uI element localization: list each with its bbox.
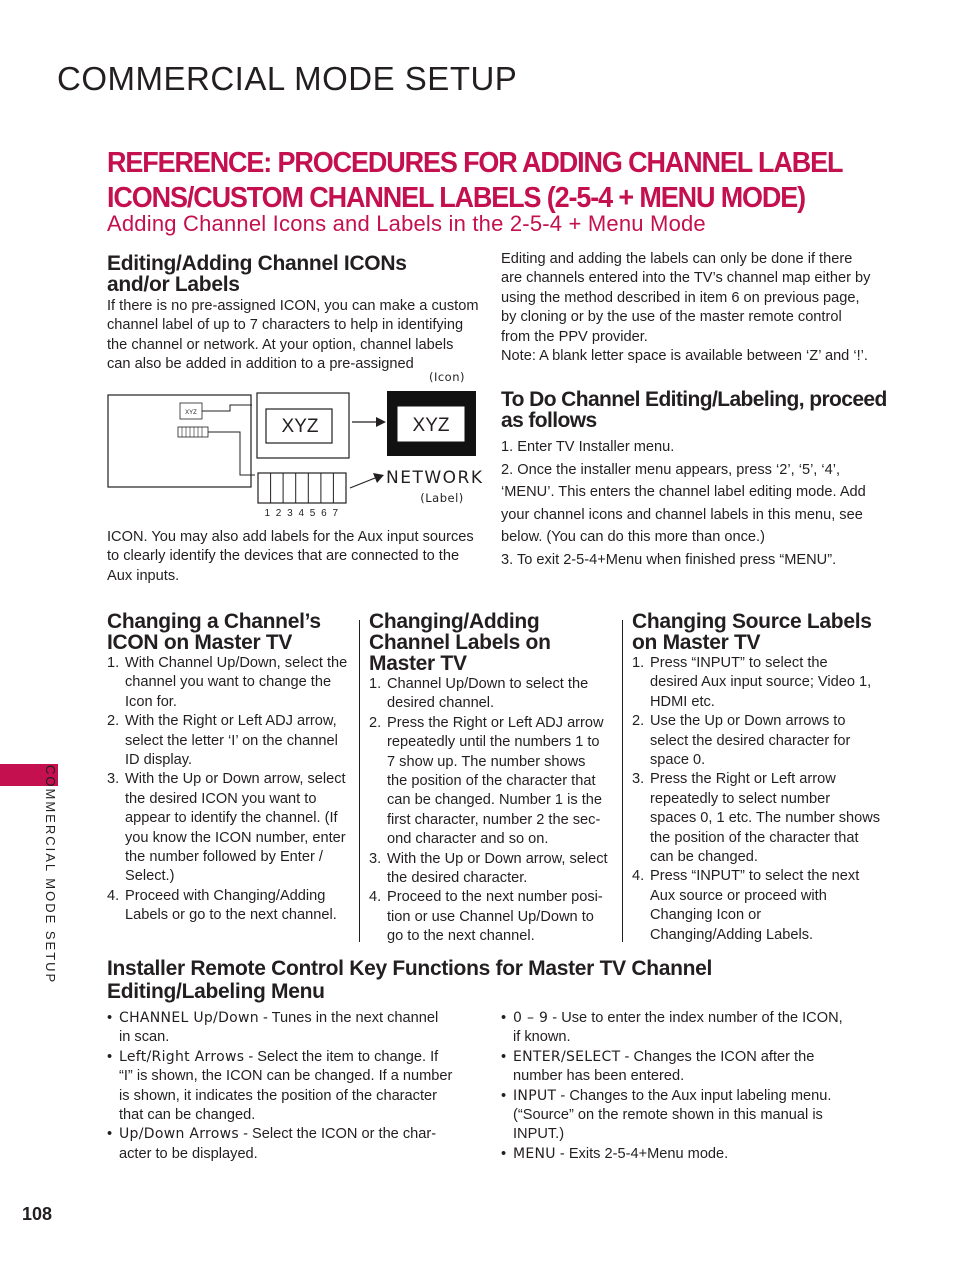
item-number: 1. (632, 655, 645, 671)
text-line: can be changed. (650, 849, 758, 866)
item-number: 4. (369, 889, 382, 906)
text-line: the number followed by Enter / (125, 849, 323, 866)
col2-heading (369, 611, 551, 674)
text-line: Changing/Adding Labels. (650, 926, 814, 943)
key-name: CHANNEL Up/Down (119, 1010, 259, 1026)
text-line: can also be added in addition to a pre-assigned (107, 356, 414, 373)
list-item (501, 1009, 891, 1048)
list-item (369, 714, 619, 850)
installer-heading-line1: Installer Remote Control Key Functions for Master TV Channel (107, 957, 713, 980)
text-line: INPUT.) (513, 1126, 565, 1143)
text-line: the channel or network. At your option, channel labels (107, 336, 454, 353)
key-desc: - Tunes in the next channel (258, 1010, 439, 1026)
text-line: you know the ICON number, enter (125, 829, 346, 846)
text-line: appear to identify the channel. (If (125, 810, 338, 827)
reference-subtitle: Adding Channel Icons and Labels in the 2-5-4 + Menu Mode (107, 211, 706, 236)
col3-heading-line2: on Master TV (632, 631, 761, 654)
list-item (501, 1048, 891, 1087)
list-item (632, 712, 892, 770)
text-line: Aux source or proceed with (650, 887, 827, 904)
todo-heading-line2: as follows (501, 409, 597, 432)
network-text: NETWORK (386, 468, 484, 488)
list-item (107, 712, 357, 770)
text-line: select the desired character for (650, 732, 851, 749)
key-desc: - Exits 2-5-4+Menu mode. (555, 1145, 729, 1162)
editing-paragraph-1 (107, 297, 487, 375)
page-title: COMMERCIAL MODE SETUP (57, 60, 518, 97)
text-line: the desired ICON you want to (125, 790, 317, 807)
text-line: by cloning or by the use of the master remote control (501, 309, 842, 326)
reference-title-line2: ICONS/CUSTOM CHANNEL LABELS (2-5-4 + MENU MODE) (107, 182, 806, 214)
list-item (107, 1048, 482, 1126)
text-line: “I” is shown, the ICON can be changed. If a number (119, 1068, 453, 1085)
text-line: repeatedly to select number (650, 790, 831, 807)
text-line: the position of the character that (387, 773, 596, 790)
item-number: 2. (632, 713, 645, 730)
text-line: Use the Up or Down arrows to (650, 713, 846, 730)
text-line: select the letter ‘I’ on the channel (125, 732, 338, 749)
col1-heading (107, 611, 321, 653)
col3-list (632, 654, 892, 945)
text-line: go to the next channel. (387, 928, 535, 945)
key-name: Up/Down Arrows (119, 1126, 240, 1143)
editing-paragraph-2 (107, 528, 497, 586)
text-line: With the Right or Left ADJ arrow, (125, 713, 337, 730)
editing-heading-line1: Editing/Adding Channel ICONs (107, 252, 407, 275)
todo-step: ‘MENU’. This enters the channel label editing mode. Add (501, 484, 866, 500)
todo-step: 2. Once the installer menu appears, press ‘2’, ‘5’, ‘4’, (501, 461, 841, 478)
text-line: 7 show up. The number shows (387, 753, 586, 770)
item-number: 1. (107, 655, 120, 671)
key-name: Left/Right Arrows (119, 1048, 245, 1065)
list-item (369, 675, 619, 714)
editing-heading (107, 253, 407, 295)
list-item (632, 654, 892, 712)
text-line: With Channel Up/Down, select the (125, 655, 348, 671)
text-line: Changing Icon or (650, 907, 762, 924)
reference-title-line1: REFERENCE: PROCEDURES FOR ADDING CHANNEL LABEL (107, 147, 843, 179)
page-number: 108 (22, 1204, 53, 1224)
list-item (107, 654, 357, 712)
text-line: space 0. (650, 752, 706, 769)
text-line: With the Up or Down arrow, select (387, 850, 608, 867)
column-divider (359, 620, 360, 942)
text-line: Press “INPUT” to select the next (650, 868, 860, 885)
text-line: If there is no pre-assigned ICON, you can make a custom (107, 298, 479, 314)
text-line: in scan. (119, 1029, 170, 1046)
text-line: Labels or go to the next channel. (125, 907, 337, 924)
item-number: 2. (369, 714, 382, 731)
todo-steps (501, 436, 891, 571)
right-intro-paragraph (501, 250, 891, 366)
list-item (369, 850, 619, 889)
todo-step: 3. To exit 2-5-4+Menu when finished press “MENU”. (501, 551, 837, 568)
icon-caption: (Icon) (428, 370, 466, 384)
tv-icon-mini-text: XYZ (185, 410, 197, 416)
text-line: desired Aux input source; Video 1, (650, 674, 872, 691)
list-item (501, 1145, 891, 1164)
text-line: (“Source” on the remote shown in this manual is (513, 1107, 823, 1124)
channel-icon-diagram (100, 365, 490, 520)
text-line: Icon for. (125, 693, 177, 710)
text-line: Press the Right or Left ADJ arrow (387, 714, 604, 731)
text-line: from the PPV provider. (501, 328, 648, 345)
reference-title (107, 146, 851, 216)
text-line: desired channel. (387, 695, 495, 712)
side-label-text: COMMERCIAL MODE SETUP (43, 765, 58, 985)
text-line: Editing and adding the labels can only be done if there (501, 251, 853, 267)
installer-right-list (501, 1009, 891, 1164)
text-line: can be changed. Number 1 is the (387, 792, 602, 809)
side-label (42, 765, 60, 1055)
label-cells (258, 473, 346, 503)
text-line: acter to be displayed. (119, 1145, 258, 1162)
item-number: 3. (107, 771, 120, 788)
key-desc: - Changes to the Aux input labeling menu. (556, 1087, 832, 1104)
item-number: 3. (632, 771, 645, 788)
todo-step: 1. Enter TV Installer menu. (501, 439, 675, 455)
key-desc: - Use to enter the index number of the ICON, (548, 1010, 843, 1026)
col2-heading-line3: Master TV (369, 652, 467, 675)
text-line: Press “INPUT” to select the (650, 655, 828, 671)
text-line: ICON. You may also add labels for the Aux input sources (107, 529, 474, 545)
text-line: Aux inputs. (107, 567, 180, 584)
col1-heading-line1: Changing a Channel’s (107, 610, 321, 633)
arrow-label-line (350, 478, 375, 488)
col1-list (107, 654, 357, 926)
list-item (501, 1087, 891, 1145)
text-line: channel you want to change the (125, 674, 332, 691)
col2-heading-line1: Changing/Adding (369, 610, 540, 633)
list-item (107, 770, 357, 886)
item-number: 3. (369, 850, 382, 867)
todo-heading (501, 389, 887, 431)
text-line: channel label of up to 7 characters to help in identifying (107, 317, 464, 334)
editing-heading-line2: and/or Labels (107, 273, 240, 296)
text-line: if known. (513, 1029, 571, 1046)
list-item (632, 867, 892, 945)
list-item (107, 1125, 482, 1164)
installer-heading-line2: Editing/Labeling Menu (107, 980, 325, 1003)
installer-heading (107, 957, 712, 1003)
text-line: With the Up or Down arrow, select (125, 771, 346, 788)
todo-step: your channel icons and channel labels in this menu, see (501, 506, 863, 523)
text-line: are channels entered into the TV’s channel map either by (501, 270, 871, 287)
todo-heading-line1: To Do Channel Editing/Labeling, proceed (501, 388, 887, 411)
todo-step: below. (You can do this more than once.) (501, 529, 765, 545)
text-line: to clearly identify the devices that are connected to the (107, 548, 460, 565)
text-line: ond character and so on. (387, 831, 549, 848)
text-line: the desired character. (387, 870, 528, 887)
text-line: is shown, it indicates the position of the character (119, 1087, 437, 1104)
label-digits: 1 2 3 4 5 6 7 (264, 508, 340, 519)
text-line: repeatedly until the numbers 1 to (387, 734, 600, 751)
text-line: Select.) (125, 868, 175, 885)
text-line: HDMI etc. (650, 693, 715, 710)
list-item (369, 888, 619, 946)
text-line: number has been entered. (513, 1068, 685, 1085)
list-item (107, 1009, 482, 1048)
text-line: Proceed with Changing/Adding (125, 887, 326, 904)
key-desc: - Select the item to change. If (244, 1048, 439, 1065)
key-desc: - Select the ICON or the char- (239, 1126, 437, 1143)
text-line: Proceed to the next number posi- (387, 889, 603, 906)
col1-heading-line2: ICON on Master TV (107, 631, 293, 654)
col3-heading-line1: Changing Source Labels (632, 610, 872, 633)
col3-heading (632, 611, 872, 653)
installer-left-list (107, 1009, 482, 1164)
item-number: 1. (369, 676, 382, 692)
text-line: Note: A blank letter space is available between ‘Z’ and ‘!’. (501, 348, 868, 365)
col2-heading-line2: Channel Labels on (369, 631, 551, 654)
arrow-right-icon (376, 417, 386, 427)
key-name: ENTER/SELECT (513, 1048, 621, 1065)
text-line: the position of the character that (650, 829, 859, 846)
text-line: ID display. (125, 752, 193, 769)
text-line: tion or use Channel Up/Down to (387, 908, 594, 925)
text-line: Press the Right or Left arrow (650, 771, 836, 788)
diagram-svg (100, 365, 490, 520)
tv-label-mini (178, 427, 208, 437)
text-line: using the method described in item 6 on previous page, (501, 289, 860, 306)
column-divider (622, 620, 623, 942)
text-line: Channel Up/Down to select the (387, 676, 589, 692)
col2-list (369, 675, 619, 947)
label-caption: (Label) (420, 491, 464, 505)
icon-box-text: XYZ (281, 416, 319, 437)
list-item (107, 887, 357, 926)
key-name: INPUT (513, 1087, 557, 1104)
key-name: 0 – 9 (513, 1010, 549, 1026)
icon-box-dark-text: XYZ (412, 415, 450, 436)
item-number: 2. (107, 713, 120, 730)
text-line: that can be changed. (119, 1107, 256, 1124)
text-line: first character, number 2 the sec- (387, 811, 601, 828)
item-number: 4. (632, 868, 645, 885)
list-item (632, 770, 892, 867)
text-line: spaces 0, 1 etc. The number shows (650, 810, 881, 827)
item-number: 4. (107, 887, 120, 904)
key-desc: - Changes the ICON after the (620, 1048, 815, 1065)
key-name: MENU (513, 1145, 556, 1162)
